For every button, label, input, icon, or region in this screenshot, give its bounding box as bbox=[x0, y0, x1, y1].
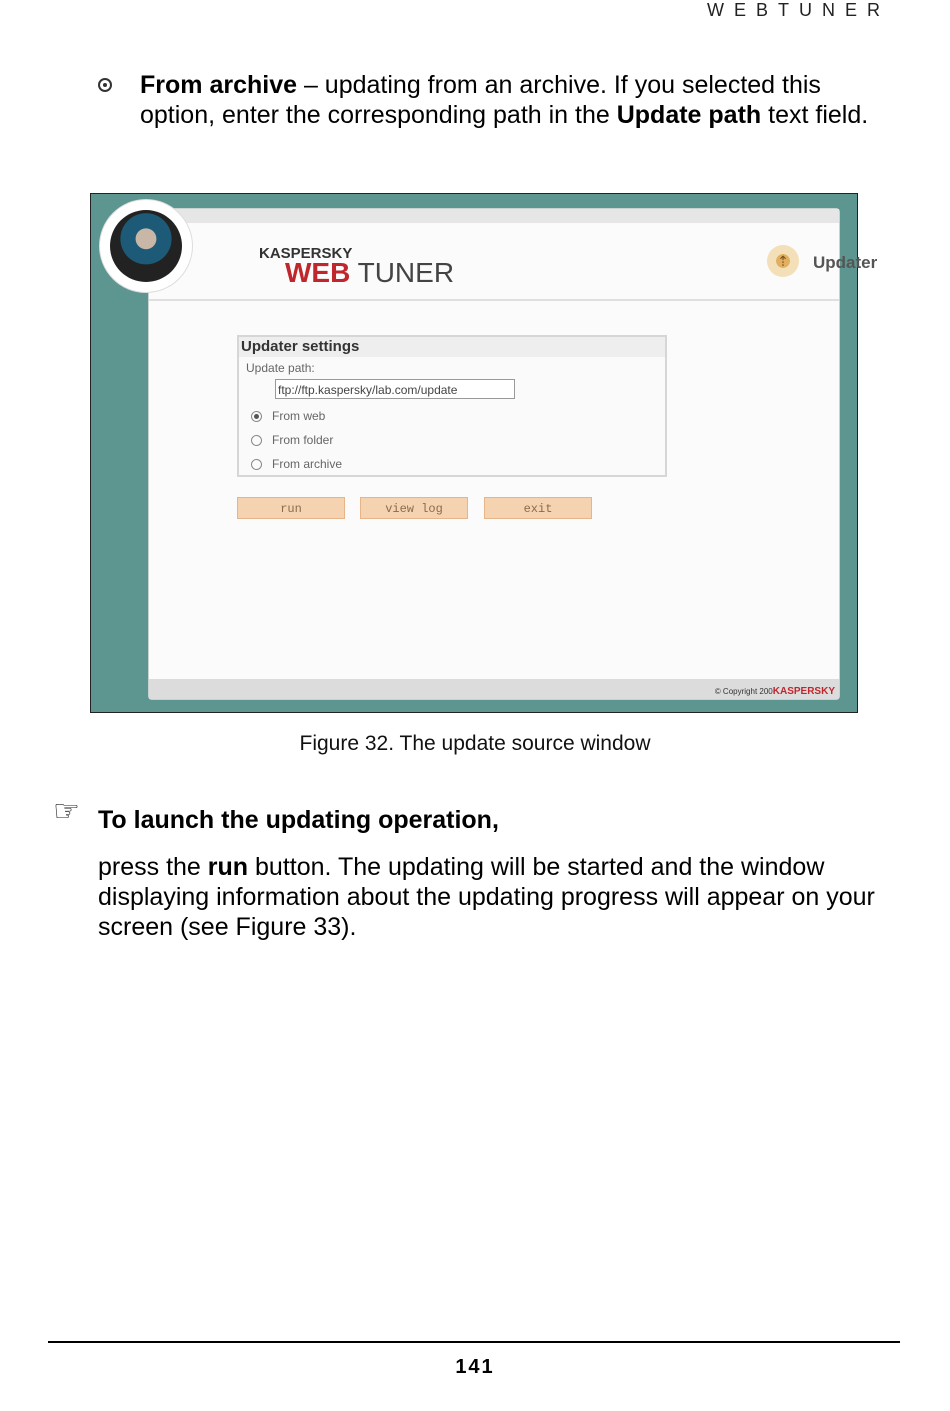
footer-divider bbox=[48, 1341, 900, 1343]
radio-label: From folder bbox=[272, 433, 334, 447]
field-name: Update path bbox=[616, 101, 762, 129]
radio-selected-icon bbox=[251, 411, 262, 422]
radio-from-folder[interactable] bbox=[251, 433, 333, 447]
bullet-term: From archive bbox=[140, 71, 298, 99]
brand-product bbox=[285, 257, 454, 289]
bullet-item-from-archive bbox=[98, 70, 878, 130]
header-divider bbox=[149, 299, 839, 301]
radio-label: From web bbox=[272, 409, 326, 423]
procedure-title: To launch the updating operation, bbox=[98, 806, 499, 834]
kaspersky-logo bbox=[99, 199, 193, 293]
update-path-label: Update path: bbox=[246, 361, 315, 375]
updater-window bbox=[148, 208, 878, 700]
pointing-hand-icon: ☞ bbox=[53, 795, 80, 828]
exit-button[interactable]: exit bbox=[484, 497, 592, 519]
brand-tuner: TUNER bbox=[357, 257, 455, 288]
copyright-notice bbox=[715, 686, 835, 697]
updater-title: Updater bbox=[813, 253, 878, 272]
radio-from-archive[interactable] bbox=[251, 457, 342, 471]
bullet-description: – updating from an archive. If you selected this option, enter the corresponding path in the bbox=[140, 71, 821, 129]
run-button[interactable]: run bbox=[237, 497, 345, 519]
update-path-input[interactable]: ftp://ftp.kaspersky/lab.com/update bbox=[275, 379, 515, 399]
settings-title: Updater settings bbox=[239, 337, 665, 357]
update-source-figure bbox=[90, 193, 878, 713]
radio-label: From archive bbox=[272, 457, 343, 471]
radio-icon bbox=[251, 435, 262, 446]
page-number: 141 bbox=[455, 1356, 495, 1378]
brand-kaspersky: KASPERSKY bbox=[259, 245, 353, 262]
updater-settings-panel bbox=[237, 335, 667, 477]
procedure-text-end: button. The updating will be started and the window displaying information about the updating progress will appear on your screen (see Figure 33). bbox=[98, 853, 875, 941]
procedure-text bbox=[98, 852, 898, 942]
view-log-button[interactable]: view log bbox=[360, 497, 468, 519]
copyright-brand: KASPERSKY bbox=[772, 686, 835, 697]
bullet-description-end: text field. bbox=[761, 101, 869, 129]
logo-emblem-icon bbox=[110, 210, 182, 282]
window-top-bar bbox=[149, 209, 839, 223]
brand-web: WEB bbox=[285, 257, 351, 288]
figure-caption: Figure 32. The update source window bbox=[299, 732, 651, 755]
procedure-text-start: press the bbox=[98, 853, 208, 881]
copyright-text: © Copyright 200 bbox=[714, 687, 773, 696]
running-header: WEBTUNER bbox=[707, 0, 890, 20]
bullet-text bbox=[140, 70, 878, 130]
radio-icon bbox=[251, 459, 262, 470]
radio-from-web[interactable] bbox=[251, 409, 325, 423]
updater-icon: ⇡ bbox=[767, 245, 799, 277]
button-name: run bbox=[207, 853, 249, 881]
radio-bullet-icon bbox=[98, 78, 112, 92]
window-footer bbox=[149, 679, 839, 699]
